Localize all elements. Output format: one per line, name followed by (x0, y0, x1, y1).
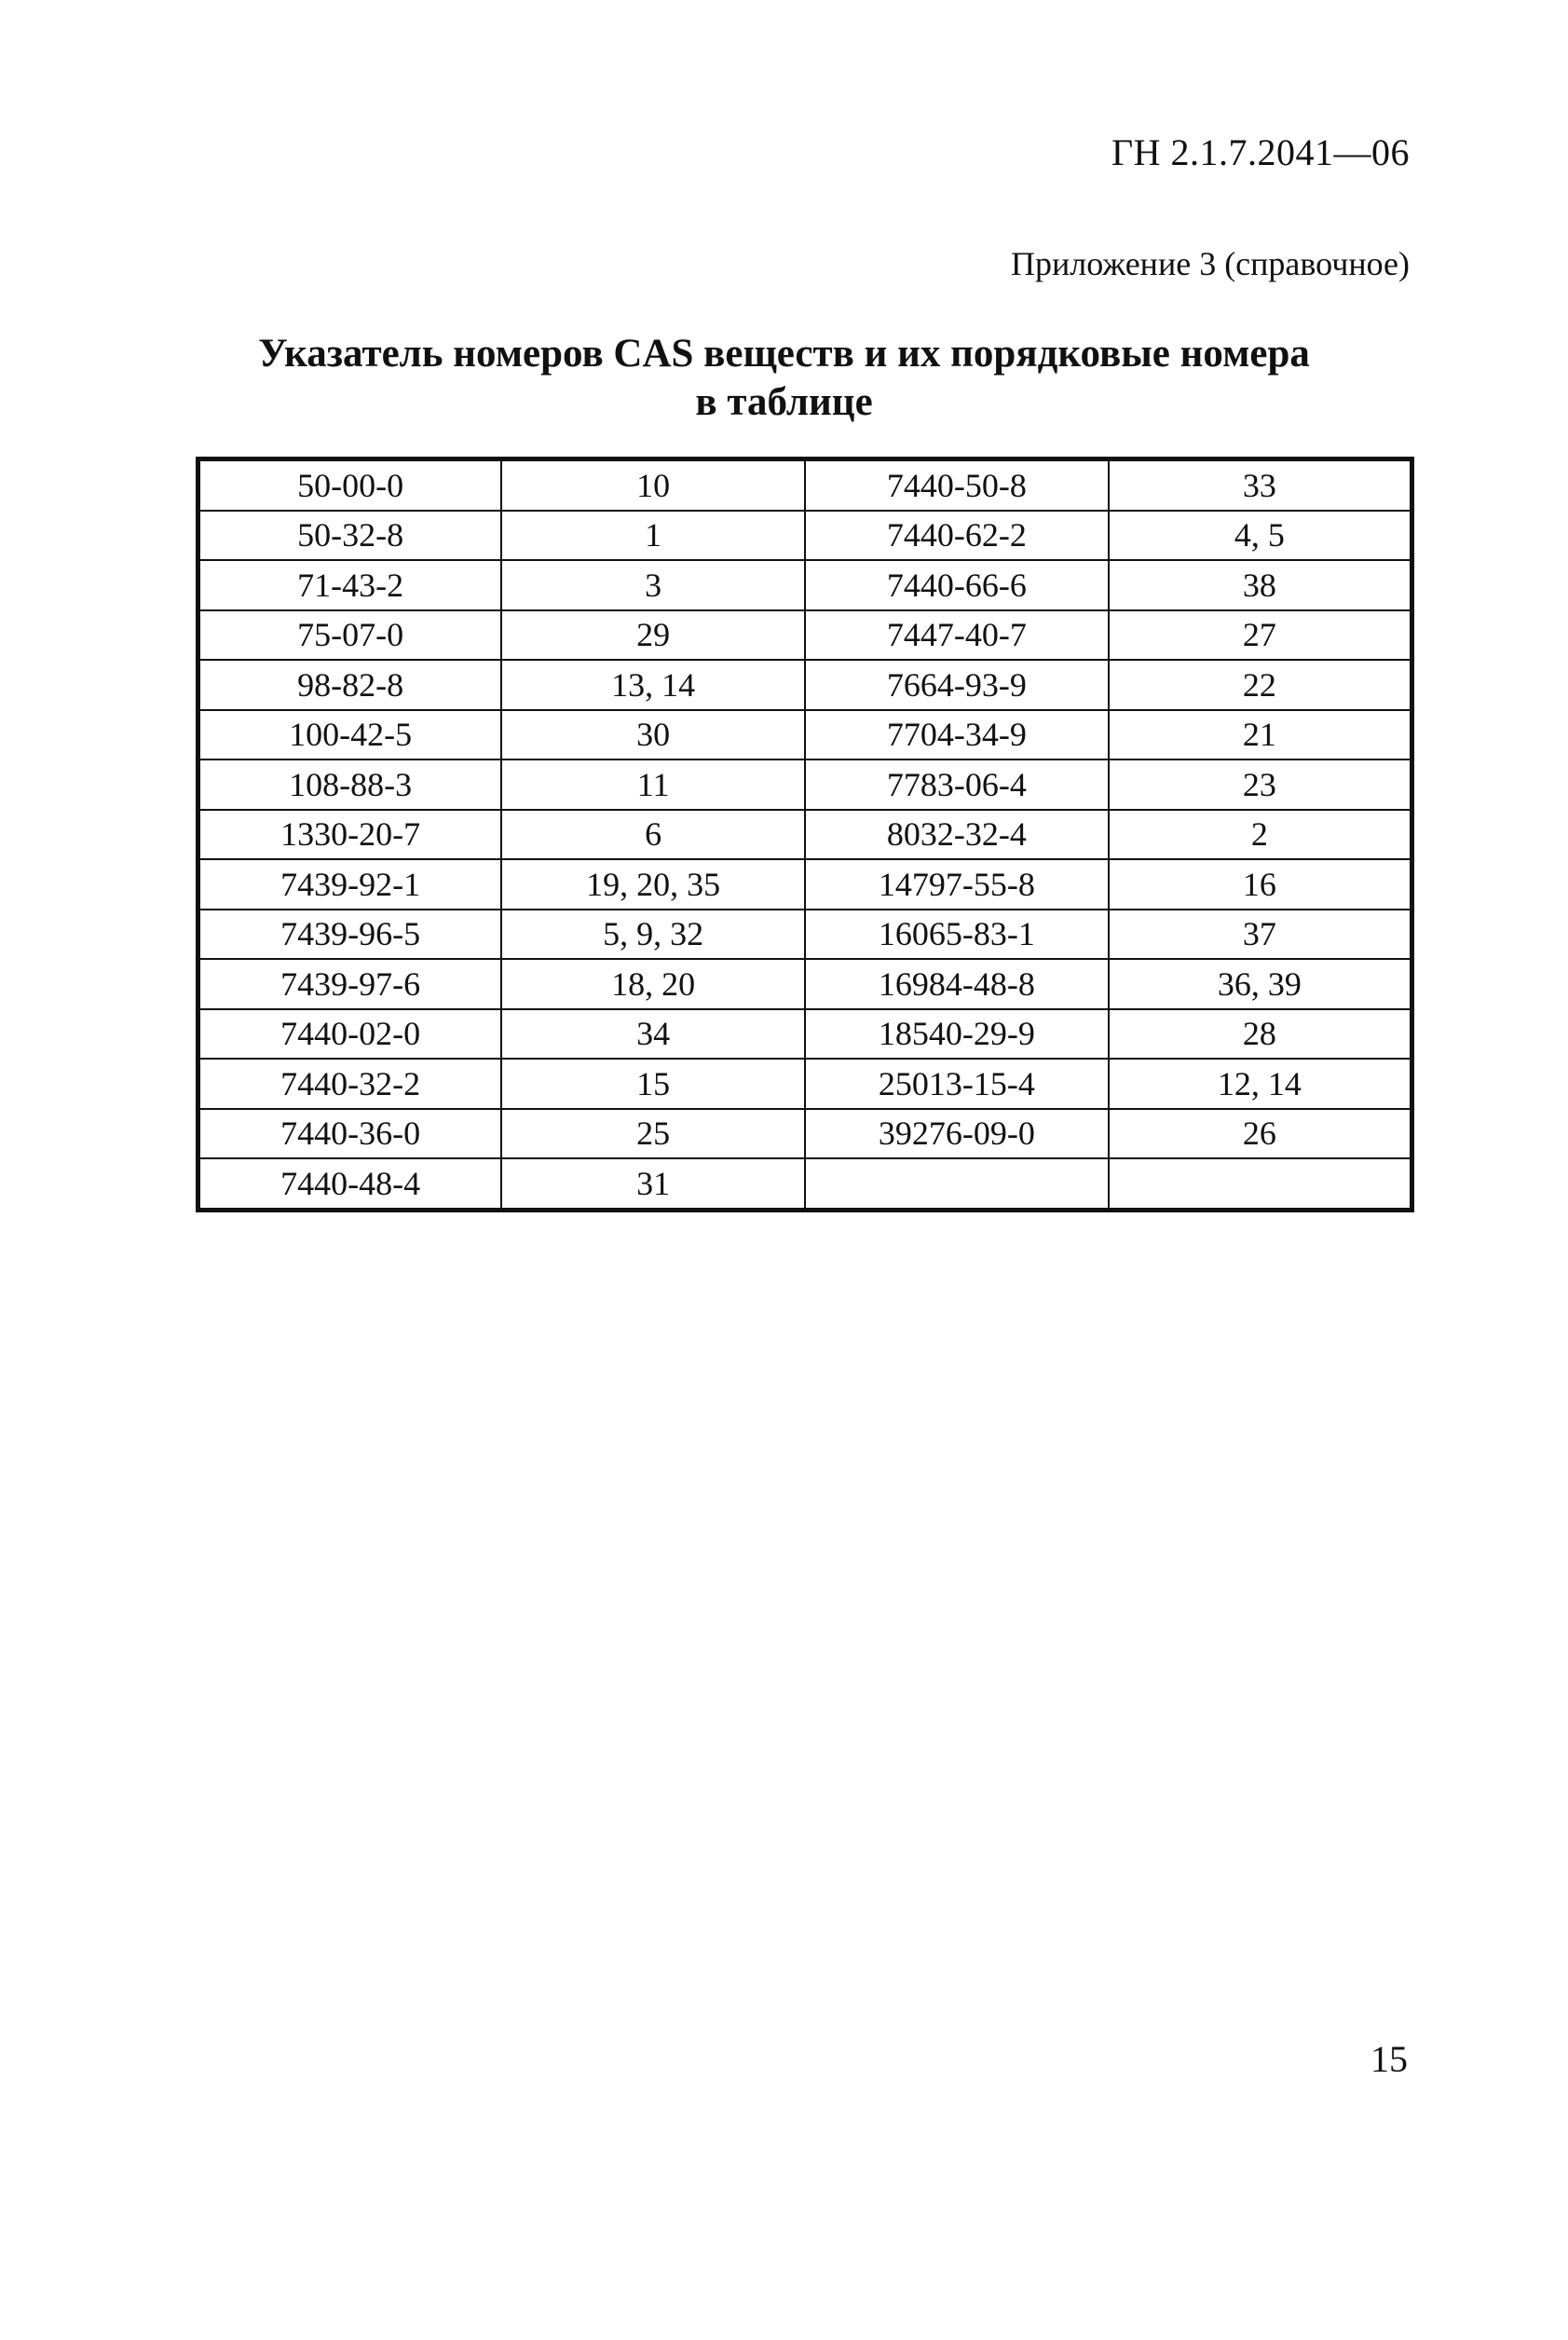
table-number-cell: 38 (1109, 560, 1412, 610)
table-number-cell: 13, 14 (501, 660, 805, 710)
cas-number-cell: 7440-02-0 (198, 1009, 502, 1060)
cas-number-cell: 75-07-0 (198, 610, 502, 661)
cas-number-cell: 7664-93-9 (805, 660, 1109, 710)
cas-number-cell: 16984-48-8 (805, 959, 1109, 1009)
cas-number-cell: 7783-06-4 (805, 759, 1109, 810)
cas-number-cell: 7440-62-2 (805, 511, 1109, 561)
table-row (198, 1158, 1412, 1210)
cas-number-cell: 7704-34-9 (805, 710, 1109, 760)
table-row (198, 459, 1412, 511)
table-number-cell: 15 (501, 1059, 805, 1109)
cas-number-cell: 50-00-0 (198, 459, 502, 511)
table-row (198, 910, 1412, 960)
table-number-cell: 12, 14 (1109, 1059, 1412, 1109)
table-number-cell: 37 (1109, 910, 1412, 960)
table-number-cell: 6 (501, 810, 805, 860)
table-number-cell (1109, 1158, 1412, 1210)
table-number-cell: 22 (1109, 660, 1412, 710)
cas-number-cell: 7439-92-1 (198, 859, 502, 910)
table-number-cell: 4, 5 (1109, 511, 1412, 561)
table-number-cell: 11 (501, 759, 805, 810)
table-number-cell: 3 (501, 560, 805, 610)
table-number-cell: 19, 20, 35 (501, 859, 805, 910)
table-number-cell: 30 (501, 710, 805, 760)
cas-number-cell: 7439-96-5 (198, 910, 502, 960)
table-number-cell: 18, 20 (501, 959, 805, 1009)
table-number-cell: 2 (1109, 810, 1412, 860)
cas-number-cell: 98-82-8 (198, 660, 502, 710)
title-line-1: Указатель номеров CAS веществ и их порядковые номера (258, 332, 1310, 376)
table-row (198, 859, 1412, 910)
page-title (158, 330, 1410, 427)
table-number-cell: 21 (1109, 710, 1412, 760)
table-row (198, 1109, 1412, 1159)
cas-number-cell: 108-88-3 (198, 759, 502, 810)
cas-number-cell: 7440-36-0 (198, 1109, 502, 1159)
table-row (198, 1059, 1412, 1109)
cas-number-cell: 100-42-5 (198, 710, 502, 760)
table-row (198, 959, 1412, 1009)
table-row (198, 610, 1412, 661)
table-number-cell: 26 (1109, 1109, 1412, 1159)
cas-number-cell: 16065-83-1 (805, 910, 1109, 960)
table-row (198, 759, 1412, 810)
table-row (198, 710, 1412, 760)
page-number: 15 (1370, 2038, 1408, 2080)
cas-number-cell: 71-43-2 (198, 560, 502, 610)
cas-number-cell: 7440-48-4 (198, 1158, 502, 1210)
table-number-cell: 29 (501, 610, 805, 661)
table-number-cell: 34 (501, 1009, 805, 1060)
table-number-cell: 16 (1109, 859, 1412, 910)
appendix-label: Приложение 3 (справочное) (1010, 245, 1410, 282)
cas-number-cell: 39276-09-0 (805, 1109, 1109, 1159)
cas-table-body (198, 459, 1412, 1211)
table-number-cell: 25 (501, 1109, 805, 1159)
table-row (198, 660, 1412, 710)
document-code: ГН 2.1.7.2041—06 (1111, 131, 1410, 173)
cas-number-cell: 18540-29-9 (805, 1009, 1109, 1060)
table-row (198, 1009, 1412, 1060)
cas-index-table (196, 457, 1414, 1212)
cas-number-cell: 7440-66-6 (805, 560, 1109, 610)
cas-number-cell: 25013-15-4 (805, 1059, 1109, 1109)
table-number-cell: 5, 9, 32 (501, 910, 805, 960)
cas-number-cell: 8032-32-4 (805, 810, 1109, 860)
table-row (198, 511, 1412, 561)
table-number-cell: 36, 39 (1109, 959, 1412, 1009)
cas-number-cell (805, 1158, 1109, 1210)
cas-number-cell: 14797-55-8 (805, 859, 1109, 910)
cas-number-cell: 7447-40-7 (805, 610, 1109, 661)
table-number-cell: 10 (501, 459, 805, 511)
cas-number-cell: 7440-32-2 (198, 1059, 502, 1109)
table-row (198, 560, 1412, 610)
table-number-cell: 27 (1109, 610, 1412, 661)
table-number-cell: 1 (501, 511, 805, 561)
table-number-cell: 33 (1109, 459, 1412, 511)
cas-number-cell: 50-32-8 (198, 511, 502, 561)
table-number-cell: 23 (1109, 759, 1412, 810)
title-line-2: в таблице (695, 380, 873, 424)
table-number-cell: 31 (501, 1158, 805, 1210)
cas-number-cell: 7439-97-6 (198, 959, 502, 1009)
table-row (198, 810, 1412, 860)
cas-number-cell: 1330-20-7 (198, 810, 502, 860)
table-number-cell: 28 (1109, 1009, 1412, 1060)
cas-number-cell: 7440-50-8 (805, 459, 1109, 511)
